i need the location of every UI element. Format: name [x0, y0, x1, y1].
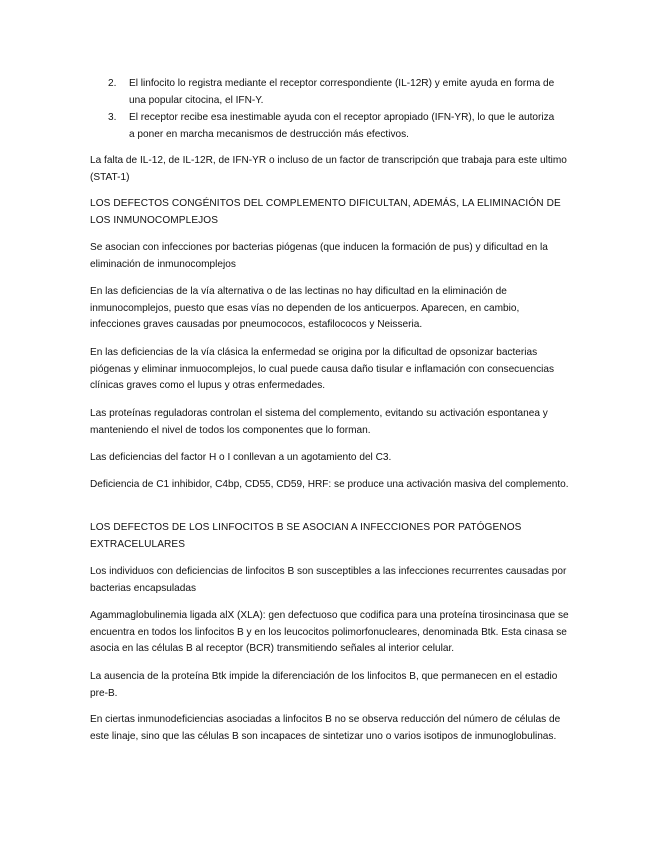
- paragraph: Agammaglobulinemia ligada alX (XLA): gen defectuoso que codifica para una proteína tirosincinasa que se encuentra en todos los linfocitos B y en los leucocitos polimorfonucleares, denominada Btk. Esta cinasa se asocia en las células B al receptor (BCR) transmitiendo señales al interior celular.: [90, 610, 569, 654]
- section-heading: LOS DEFECTOS CONGÉNITOS DEL COMPLEMENTO DIFICULTAN, ADEMÁS, LA ELIMINACIÓN DE LOS INMUNOCOMPLEJOS: [90, 198, 561, 226]
- paragraph: En las deficiencias de la vía clásica la enfermedad se origina por la dificultad de opsonizar bacterias piógenas y eliminar inmuocomplejos, lo cual puede causa daño tisular e inflamación con consecuencias clínicas graves como el lupus y otras enfermedades.: [90, 347, 555, 391]
- list-item-number: 2.: [108, 78, 117, 89]
- paragraph: Las deficiencias del factor H o I conllevan a un agotamiento del C3.: [90, 452, 392, 463]
- section-heading: LOS DEFECTOS DE LOS LINFOCITOS B SE ASOCIAN A INFECCIONES POR PATÓGENOS EXTRACELULARES: [90, 522, 522, 550]
- list-item-text: El linfocito lo registra mediante el receptor correspondiente (IL-12R) y emite ayuda en forma de una popular citocina, el IFN-Y.: [129, 78, 555, 106]
- paragraph: La falta de IL-12, de IL-12R, de IFN-YR o incluso de un factor de transcripción que trabaja para este ultimo (STAT-1): [90, 155, 567, 183]
- paragraph: La ausencia de la proteína Btk impide la diferenciación de los linfocitos B, que permanecen en el estadio pre-B.: [90, 671, 558, 699]
- paragraph: Las proteínas reguladoras controlan el sistema del complemento, evitando su activación espontanea y manteniendo el nivel de todos los componentes que lo forman.: [90, 408, 548, 436]
- paragraph: Se asocian con infecciones por bacterias piógenas (que inducen la formación de pus) y dificultad en la eliminación de inmunocomplejos: [90, 242, 548, 270]
- paragraph: En las deficiencias de la vía alternativa o de las lectinas no hay dificultad en la eliminación de inmunocomplejos, puesto que esas vías no dependen de los anticuerpos. Aparecen, en cambio, infecciones graves causadas por pneumococos, estafilococos y Neisseria.: [90, 286, 520, 330]
- list-item-number: 3.: [108, 112, 117, 123]
- paragraph: En ciertas inmunodeficiencias asociadas a linfocitos B no se observa reducción del número de células de este linaje, sino que las células B son incapaces de sintetizar uno o varios isotipos de inmunoglobulinas.: [90, 714, 561, 742]
- paragraph: Deficiencia de C1 inhibidor, C4bp, CD55, CD59, HRF: se produce una activación masiva del complemento.: [90, 479, 569, 490]
- list-item-text: El receptor recibe esa inestimable ayuda con el receptor apropiado (IFN-YR), lo que le autoriza a poner en marcha mecanismos de destrucción más efectivos.: [129, 112, 555, 140]
- paragraph: Los individuos con deficiencias de linfocitos B son susceptibles a las infecciones recurrentes causadas por bacterias encapsuladas: [90, 566, 567, 594]
